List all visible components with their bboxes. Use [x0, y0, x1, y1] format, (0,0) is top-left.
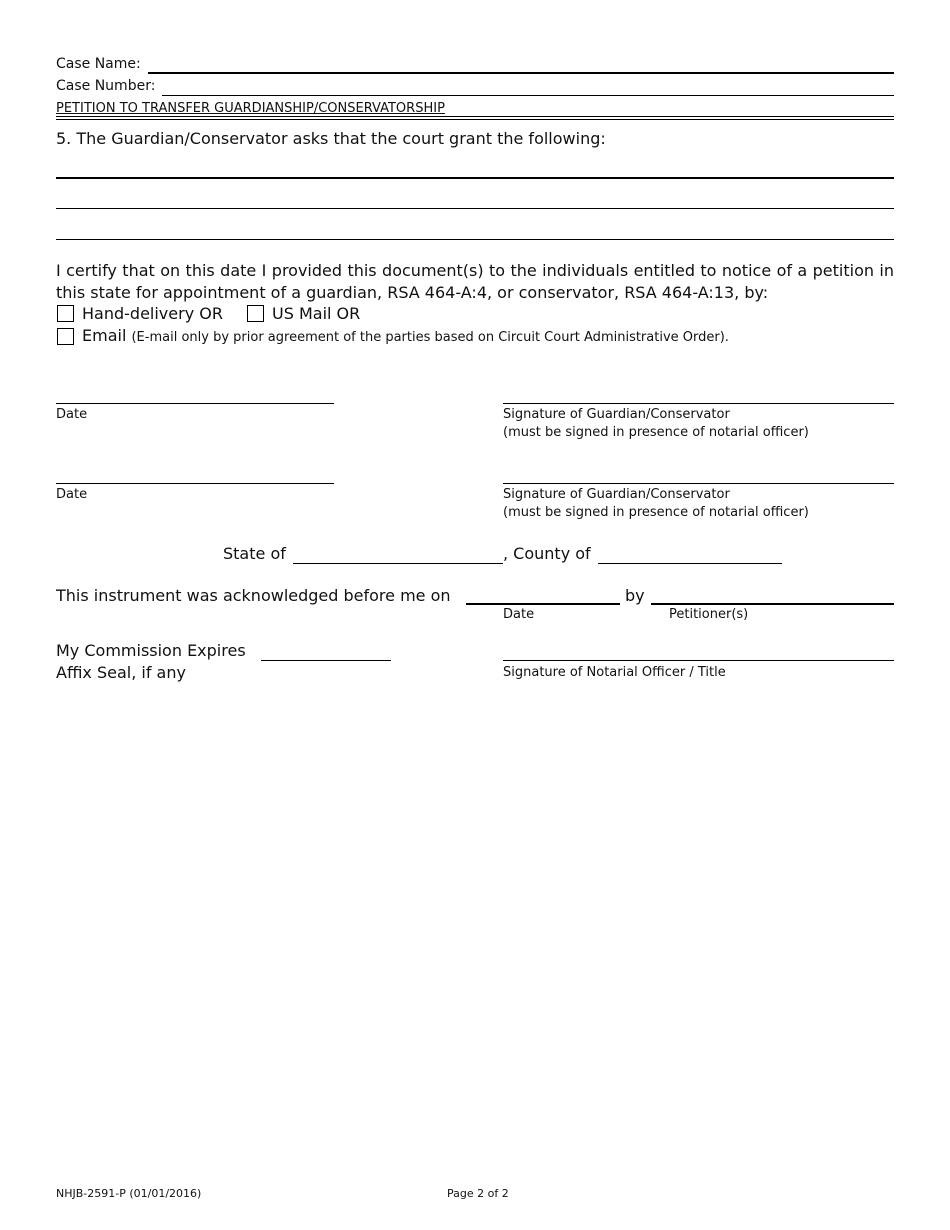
item5-line-1[interactable] — [56, 177, 894, 179]
page-number: Page 2 of 2 — [447, 1187, 509, 1200]
item5-line-3[interactable] — [56, 239, 894, 240]
email-checkbox[interactable] — [57, 328, 74, 345]
email-note: (E-mail only by prior agreement of the parties based on Circuit Court Administrative Order). — [131, 330, 729, 345]
notary-signature-line[interactable] — [503, 660, 894, 661]
petitioner-field[interactable] — [651, 603, 894, 605]
affix-seal-label: Affix Seal, if any — [56, 663, 186, 682]
us-mail-checkbox[interactable] — [247, 305, 264, 322]
signature-note-1: (must be signed in presence of notarial officer) — [503, 425, 809, 440]
signature-label-2: Signature of Guardian/Conservator — [503, 487, 730, 502]
item5-line-2[interactable] — [56, 208, 894, 209]
ack-date-field[interactable] — [466, 603, 620, 605]
case-name-field[interactable] — [148, 72, 894, 74]
date-line-2[interactable] — [56, 483, 334, 484]
date-label-2: Date — [56, 487, 88, 502]
county-of-label: , County of — [503, 544, 591, 563]
commission-expires-field[interactable] — [261, 660, 391, 661]
state-field[interactable] — [293, 563, 503, 564]
notary-signature-label: Signature of Notarial Officer / Title — [503, 665, 726, 680]
signature-line-1[interactable] — [503, 403, 894, 404]
us-mail-label: US Mail OR — [272, 304, 361, 323]
header-rule-top — [56, 116, 894, 117]
hand-delivery-label: Hand-delivery OR — [82, 304, 223, 323]
form-number: NHJB-2591-P (01/01/2016) — [56, 1187, 202, 1200]
date-line-1[interactable] — [56, 403, 334, 404]
by-label: by — [625, 586, 645, 605]
certification-text: I certify that on this date I provided this document(s) to the individuals entitled to notice of a petition in this state for appointment of a guardian, RSA 464-A:4, or conservator, RSA 464-A:13, by: — [56, 261, 894, 302]
state-of-label: State of — [223, 544, 286, 563]
case-number-field[interactable] — [162, 95, 894, 96]
email-option — [82, 326, 729, 345]
item5-text: 5. The Guardian/Conservator asks that the court grant the following: — [56, 129, 606, 148]
signature-line-2[interactable] — [503, 483, 894, 484]
signature-label-1: Signature of Guardian/Conservator — [503, 407, 730, 422]
county-field[interactable] — [598, 563, 782, 564]
acknowledgment-text: This instrument was acknowledged before me on — [56, 586, 451, 605]
date-label-1: Date — [56, 407, 88, 422]
case-number-label: Case Number: — [56, 78, 156, 94]
ack-date-label: Date — [503, 607, 535, 622]
case-name-label: Case Name: — [56, 56, 141, 72]
form-title: PETITION TO TRANSFER GUARDIANSHIP/CONSERVATORSHIP — [56, 101, 445, 116]
signature-note-2: (must be signed in presence of notarial officer) — [503, 505, 809, 520]
header-rule-bottom — [56, 119, 894, 120]
email-label: Email — [82, 326, 127, 345]
petitioner-label: Petitioner(s) — [669, 607, 749, 622]
commission-expires-label: My Commission Expires — [56, 641, 246, 660]
hand-delivery-checkbox[interactable] — [57, 305, 74, 322]
